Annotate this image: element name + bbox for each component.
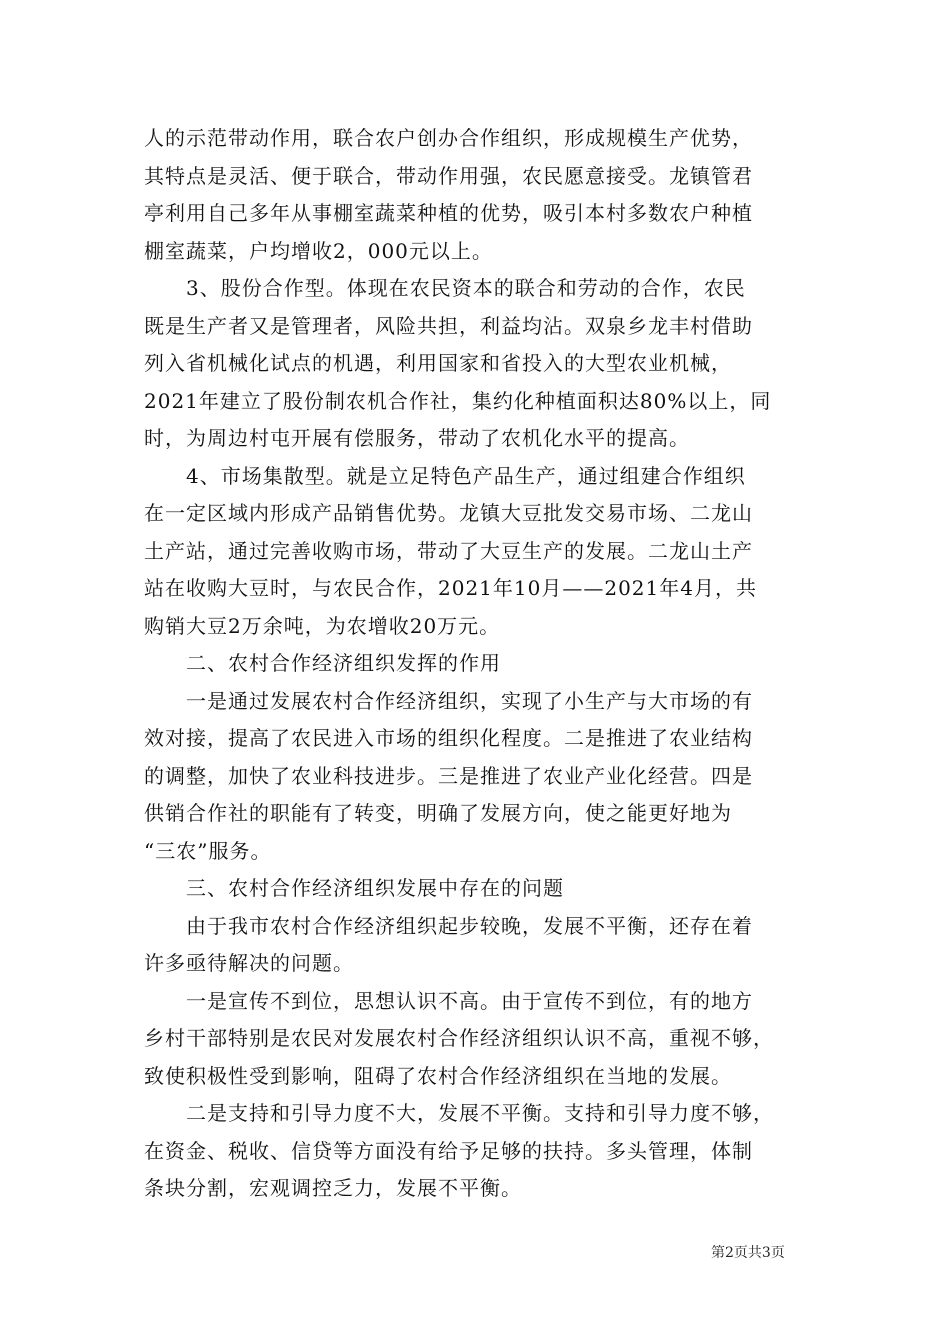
text-line: 乡村干部特别是农民对发展农村合作经济组织认识不高，重视不够， [144, 1026, 774, 1050]
text-line: 2021年建立了股份制农机合作社，集约化种植面积达80%以上，同 [144, 388, 772, 413]
text-line: 列入省机械化试点的机遇，利用国家和省投入的大型农业机械， [144, 351, 732, 375]
text-line: 土产站，通过完善收购市场，带动了大豆生产的发展。二龙山土产 [144, 538, 753, 563]
text-line: 条块分割，宏观调控乏力，发展不平衡。 [144, 1176, 522, 1200]
text-line: 致使积极性受到影响，阻碍了农村合作经济组织在当地的发展。 [144, 1063, 732, 1088]
text-line: 许多亟待解决的问题。 [144, 951, 354, 975]
text-line: 由于我市农村合作经济组织起步较晚，发展不平衡，还存在着 [144, 913, 753, 938]
text-line: 站在收购大豆时，与农民合作，2021年10月——2021年4月，共 [144, 576, 757, 600]
document-body [144, 120, 812, 1208]
section-heading: 二、农村合作经济组织发挥的作用 [144, 651, 501, 675]
text-line: 效对接，提高了农民进入市场的组织化程度。二是推进了农业结构 [144, 726, 753, 750]
text-line: 一是通过发展农村合作经济组织，实现了小生产与大市场的有 [144, 688, 753, 713]
text-line: 在一定区域内形成产品销售优势。龙镇大豆批发交易市场、二龙山 [144, 501, 753, 525]
text-line: 二是支持和引导力度不大，发展不平衡。支持和引导力度不够， [144, 1101, 774, 1125]
text-line: 一是宣传不到位，思想认识不高。由于宣传不到位，有的地方 [144, 988, 753, 1013]
text-line: 其特点是灵活、便于联合，带动作用强，农民愿意接受。龙镇管君 [144, 163, 753, 188]
text-line: 4、市场集散型。就是立足特色产品生产，通过组建合作组织 [144, 463, 746, 488]
text-line: 的调整，加快了农业科技进步。三是推进了农业产业化经营。四是 [144, 763, 753, 788]
section-heading: 三、农村合作经济组织发展中存在的问题 [144, 876, 564, 900]
text-line: 棚室蔬菜，户均增收2，000元以上。 [144, 238, 493, 263]
text-line: 人的示范带动作用，联合农户创办合作组织，形成规模生产优势， [144, 126, 753, 150]
text-line: 供销合作社的职能有了转变，明确了发展方向，使之能更好地为 [144, 801, 732, 825]
text-line: 亭利用自己多年从事棚室蔬菜种植的优势，吸引本村多数农户种植 [144, 201, 753, 225]
text-line: “三农”服务。 [144, 838, 272, 863]
text-line: 时，为周边村屯开展有偿服务，带动了农机化水平的提高。 [144, 426, 690, 450]
text-line: 购销大豆2万余吨，为农增收20万元。 [144, 613, 501, 638]
text-line: 既是生产者又是管理者，风险共担，利益均沾。双泉乡龙丰村借助 [144, 313, 753, 338]
text-line: 3、股份合作型。体现在农民资本的联合和劳动的合作，农民 [144, 276, 746, 300]
page-number: 第2页共3页 [711, 1245, 785, 1261]
text-line: 在资金、税收、信贷等方面没有给予足够的扶持。多头管理，体制 [144, 1138, 753, 1163]
